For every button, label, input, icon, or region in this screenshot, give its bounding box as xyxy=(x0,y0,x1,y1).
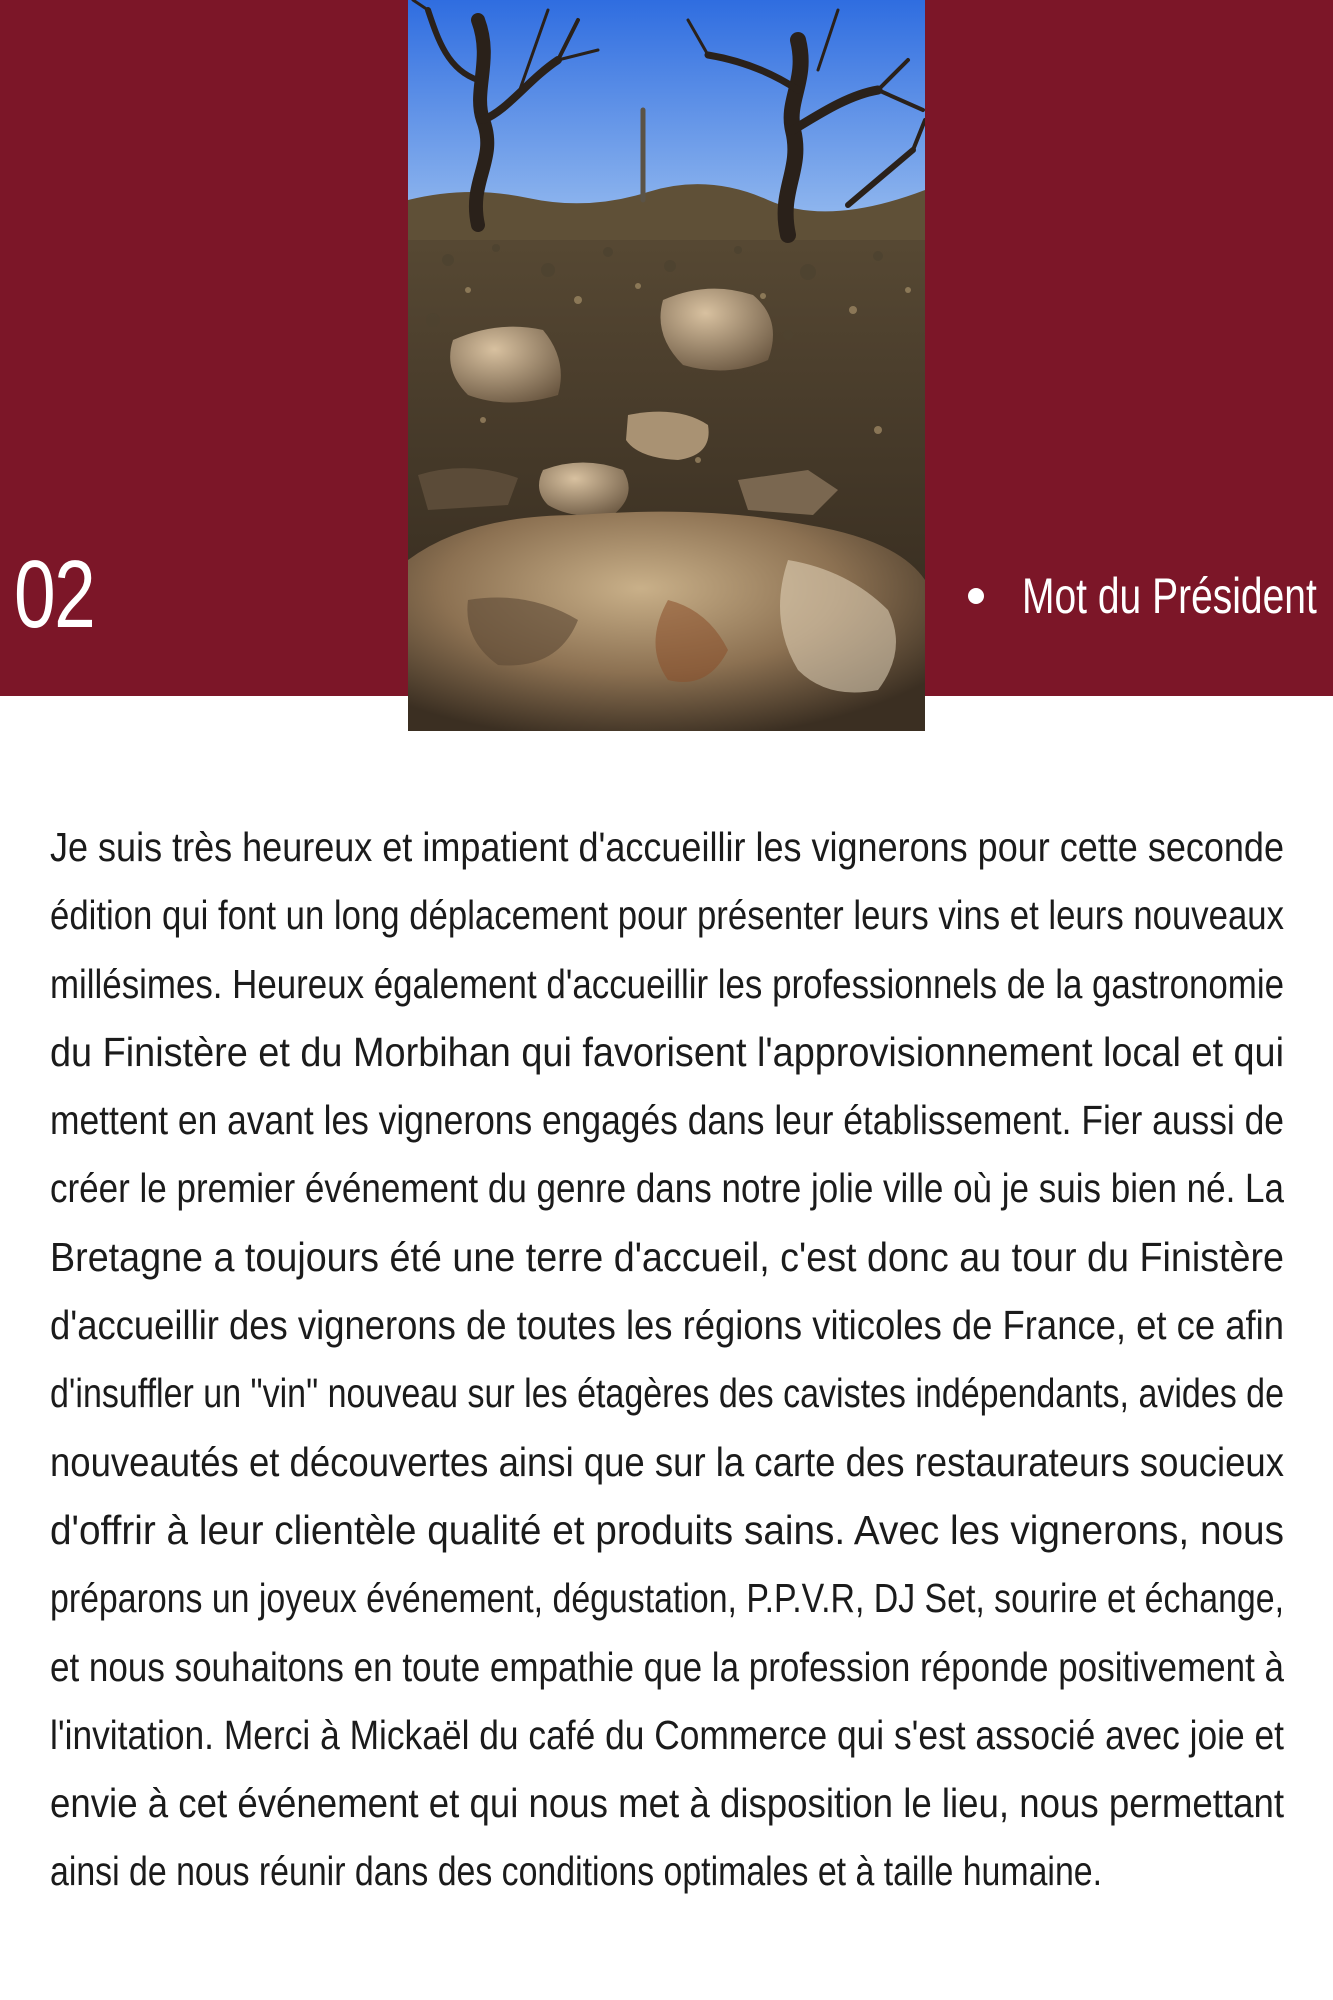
paragraph-line: nouveautés et découvertes ainsi que sur la carte des restaurateurs soucieux xyxy=(50,1438,1284,1485)
paragraph-line: d'offrir à leur clientèle qualité et produits sains. Avec les vignerons, nous xyxy=(50,1506,1284,1553)
paragraph-line: édition qui font un long déplacement pour présenter leurs vins et leurs nouveaux xyxy=(50,892,1284,939)
paragraph-line: d'insuffler un "vin" nouveau sur les étagères des cavistes indépendants, avides de xyxy=(50,1370,1284,1417)
paragraph-line: Bretagne a toujours été une terre d'accueil, c'est donc au tour du Finistère xyxy=(50,1233,1284,1280)
paragraph-line: ainsi de nous réunir dans des conditions optimales et à taille humaine. xyxy=(50,1848,1103,1895)
section-label xyxy=(968,566,1333,626)
vineyard-photo xyxy=(408,0,925,731)
paragraph-line: du Finistère et du Morbihan qui favorisent l'approvisionnement local et qui xyxy=(50,1028,1284,1075)
paragraph-line: envie à cet événement et qui nous met à disposition le lieu, nous permettant xyxy=(50,1780,1284,1827)
page-number: 02 xyxy=(14,541,95,648)
paragraph-line: d'accueillir des vignerons de toutes les régions viticoles de France, et ce afin xyxy=(50,1302,1284,1349)
paragraph-line: mettent en avant les vignerons engagés dans leur établissement. Fier aussi de xyxy=(50,1097,1284,1144)
section-title: Mot du Président xyxy=(1022,568,1317,624)
president-message xyxy=(50,813,1284,1906)
paragraph-line: préparons un joyeux événement, dégustation, P.P.V.R, DJ Set, sourire et échange, xyxy=(50,1575,1284,1622)
paragraph-line: et nous souhaitons en toute empathie que la profession réponde positivement à xyxy=(50,1643,1284,1690)
bullet-icon xyxy=(968,588,984,604)
paragraph-line: Je suis très heureux et impatient d'accueillir les vignerons pour cette seconde xyxy=(50,824,1284,870)
paragraph-line: créer le premier événement du genre dans notre jolie ville où je suis bien né. La xyxy=(50,1165,1284,1212)
paragraph-line: l'invitation. Merci à Mickaël du café du Commerce qui s'est associé avec joie et xyxy=(50,1711,1284,1758)
paragraph-line: millésimes. Heureux également d'accueillir les professionnels de la gastronomie xyxy=(50,960,1284,1007)
